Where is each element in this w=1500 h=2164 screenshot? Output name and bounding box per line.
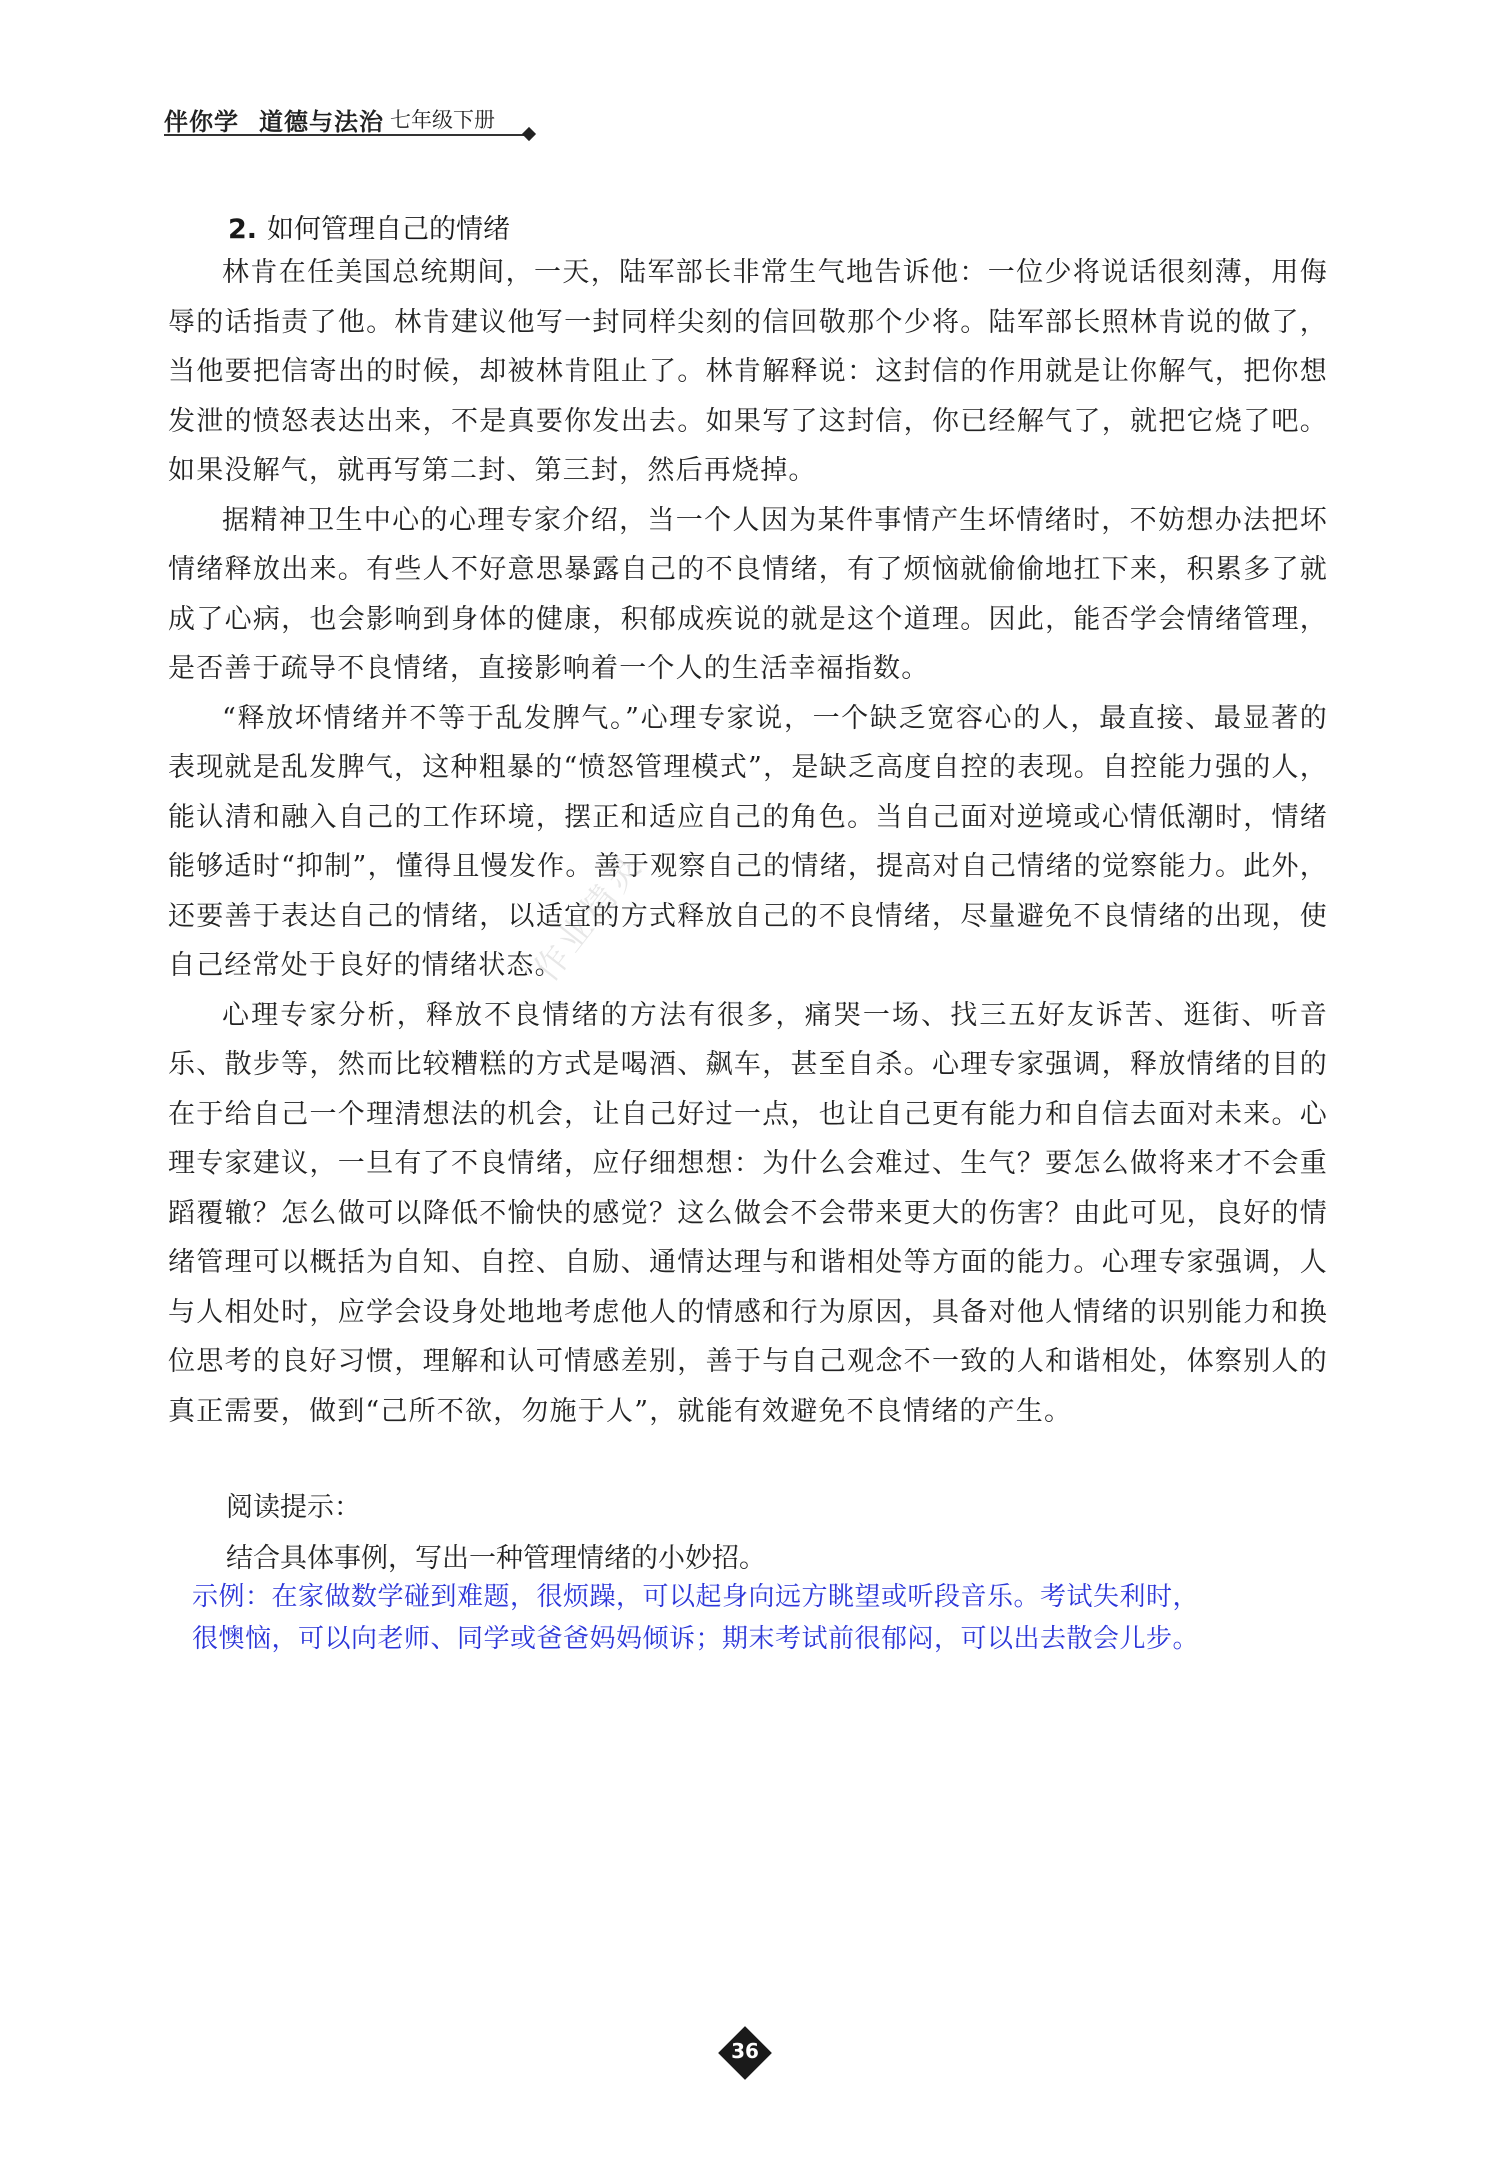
article-body xyxy=(168,248,1328,1436)
watermark: 作业精灵 xyxy=(526,845,652,990)
page-number: 36 xyxy=(731,2039,759,2063)
page-header xyxy=(164,100,544,140)
reading-tip-label: 阅读提示： xyxy=(226,1492,361,1523)
section-title: 如何管理自己的情绪 xyxy=(267,214,511,245)
paragraph-4: 心理专家分析，释放不良情绪的方法有很多，痛哭一场、找三五好友诉苦、逛街、听音乐、散步等，然而比较糟糕的方式是喝酒、飙车，甚至自杀。心理专家强调，释放情绪的目的在于给自己一个理清想法的机会，让自己好过一点，也让自己更有能力和自信去面对未来。心理专家建议，一旦有了不良情绪，应仔细想想：为什么会难过、生气？要怎么做将来才不会重蹈覆辙？怎么做可以降低不愉快的感觉？这么做会不会带来更大的伤害？由此可见，良好的情绪管理可以概括为自知、自控、自励、通情达理与和谐相处等方面的能力。心理专家强调，人与人相处时，应学会设身处地地考虑他人的情感和行为原因，具备对他人情绪的识别能力和换位思考的良好习惯，理解和认可情感差别，善于与自己观念不一致的人和谐相处，体察别人的真正需要，做到“己所不欲，勿施于人”，就能有效避免不良情绪的产生。 xyxy=(168,999,1328,1427)
section-number: 2. xyxy=(228,214,258,245)
section-heading xyxy=(228,207,510,246)
paragraph-3: “释放坏情绪并不等于乱发脾气。”心理专家说，一个缺乏宽容心的人，最直接、最显著的表现就是乱发脾气，这种粗暴的“愤怒管理模式”，是缺乏高度自控的表现。自控能力强的人，能认清和融入自己的工作环境，摆正和适应自己的角色。当自己面对逆境或心情低潮时，情绪能够适时“抑制”，懂得且慢发作。善于观察自己的情绪，提高对自己情绪的觉察能力。此外，还要善于表达自己的情绪，以适宜的方式释放自己的不良情绪，尽量避免不良情绪的出现，使自己经常处于良好的情绪状态。 xyxy=(168,702,1328,981)
diamond-icon xyxy=(522,127,536,141)
paragraph-2: 据精神卫生中心的心理专家介绍，当一个人因为某件事情产生坏情绪时，不妨想办法把坏情绪释放出来。有些人不好意思暴露自己的不良情绪，有了烦恼就偷偷地扛下来，积累多了就成了心病，也会影响到身体的健康，积郁成疾说的就是这个道理。因此，能否学会情绪管理，是否善于疏导不良情绪，直接影响着一个人的生活幸福指数。 xyxy=(168,504,1328,684)
page-number-badge xyxy=(718,2026,772,2080)
series-title: 伴你学 xyxy=(164,108,239,136)
paragraph-1: 林肯在任美国总统期间，一天，陆军部长非常生气地告诉他：一位少将说话很刻薄，用侮辱的话指责了他。林肯建议他写一封同样尖刻的信回敬那个少将。陆军部长照林肯说的做了，当他要把信寄出的时候，却被林肯阻止了。林肯解释说：这封信的作用就是让你解气，把你想发泄的愤怒表达出来，不是真要你发出去。如果写了这封信，你已经解气了，就把它烧了吧。如果没解气，就再写第二封、第三封，然后再烧掉。 xyxy=(168,257,1328,486)
header-rule xyxy=(164,134,524,136)
grade-title: 七年级下册 xyxy=(390,108,495,132)
handwritten-answer: 示例：在家做数学碰到难题，很烦躁，可以起身向远方眺望或听段音乐。考试失利时，很懊恼，可以向老师、同学或爸爸妈妈倾诉；期末考试前很郁闷，可以出去散会儿步。 xyxy=(192,1582,1200,1654)
subject-title: 道德与法治 xyxy=(259,108,384,136)
reading-tip-question: 结合具体事例，写出一种管理情绪的小妙招。 xyxy=(226,1543,766,1574)
